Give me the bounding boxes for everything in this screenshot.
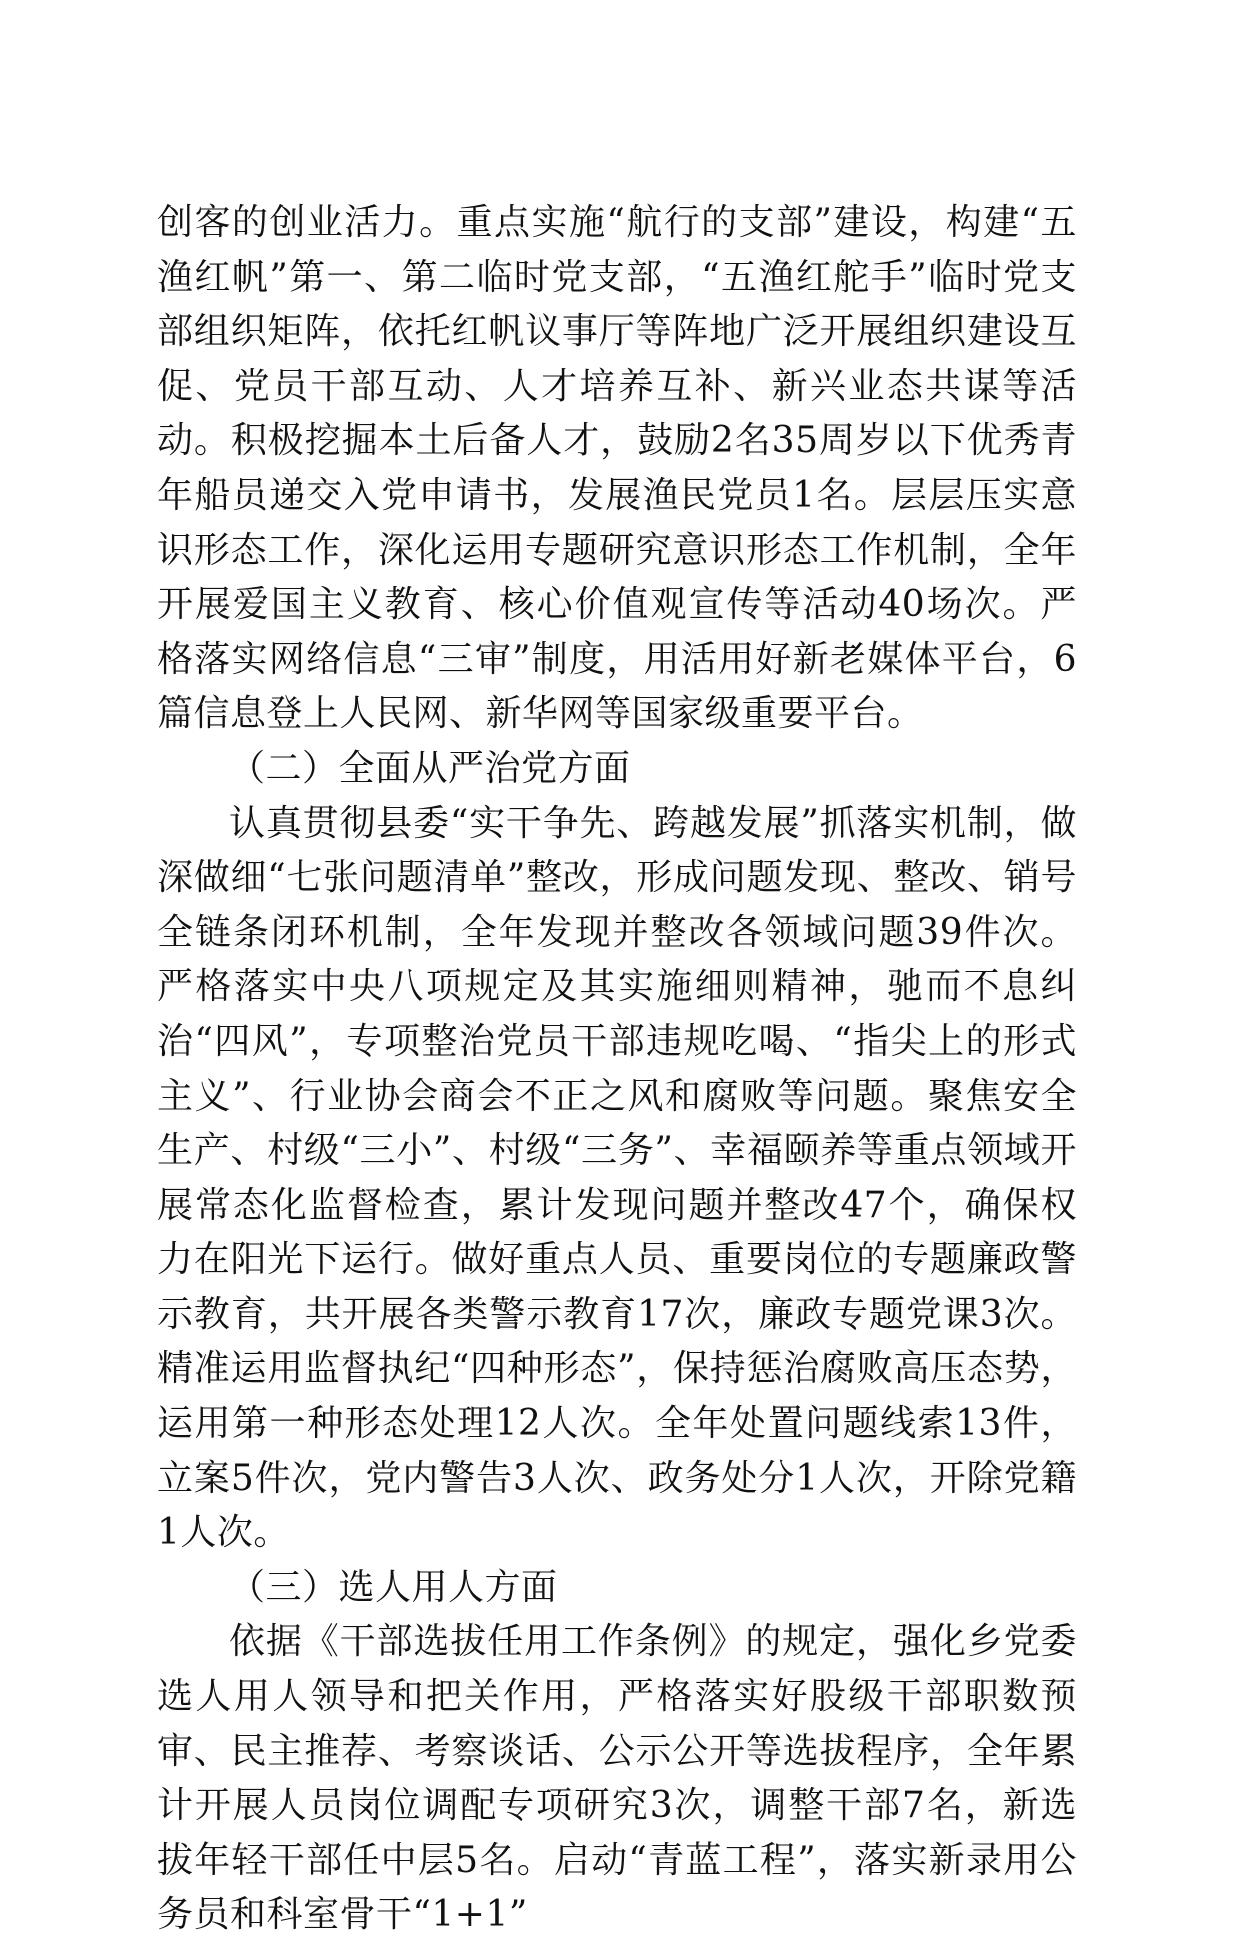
paragraph-strict-party-governance: 认真贯彻县委“实干争先、跨越发展”抓落实机制，做深做细“七张问题清单”整改，形成问题发现、整改、销号全链条闭环机制，全年发现并整改各领域问题39件次。严格落实中央八项规定及其实施细则精神，驰而不息纠治“四风”，专项整治党员干部违规吃喝、“指尖上的形式主义”、行业协会商会不正之风和腐败等问题。聚焦安全生产、村级“三小”、村级“三务”、幸福颐养等重点领域开展常态化监督检查，累计发现问题并整改47个，确保权力在阳光下运行。做好重点人员、重要岗位的专题廉政警示教育，共开展各类警示教育17次，廉政专题党课3次。精准运用监督执纪“四种形态”，保持惩治腐败高压态势，运用第一种形态处理12人次。全年处置问题线索13件，立案5件次，党内警告3人次、政务处分1人次，开除党籍1人次。 xyxy=(157,802,1077,1554)
paragraph-personnel-selection: 依据《干部选拔任用工作条例》的规定，强化乡党委选人用人领导和把关作用，严格落实好股级干部职数预审、民主推荐、考察谈话、公示公开等选拔程序，全年累计开展人员岗位调配专项研究3次，调整干部7名，新选拔年轻干部任中层5名。启动“青蓝工程”，落实新录用公务员和科室骨干“1+1” xyxy=(157,1621,1077,1936)
section-heading-personnel-selection: （三）选人用人方面 xyxy=(229,1566,558,1608)
document-body xyxy=(157,196,1077,1943)
section-heading-strict-party-governance: （二）全面从严治党方面 xyxy=(229,747,631,789)
paragraph-party-building-continuation: 创客的创业活力。重点实施“航行的支部”建设，构建“五渔红帆”第一、第二临时党支部，“五渔红舵手”临时党支部组织矩阵，依托红帆议事厅等阵地广泛开展组织建设互促、党员干部互动、人才培养互补、新兴业态共谋等活动。积极挖掘本土后备人才，鼓励2名35周岁以下优秀青年船员递交入党申请书，发展渔民党员1名。层层压实意识形态工作，深化运用专题研究意识形态工作机制，全年开展爱国主义教育、核心价值观宣传等活动40场次。严格落实网络信息“三审”制度，用活用好新老媒体平台，6篇信息登上人民网、新华网等国家级重要平台。 xyxy=(157,202,1077,735)
